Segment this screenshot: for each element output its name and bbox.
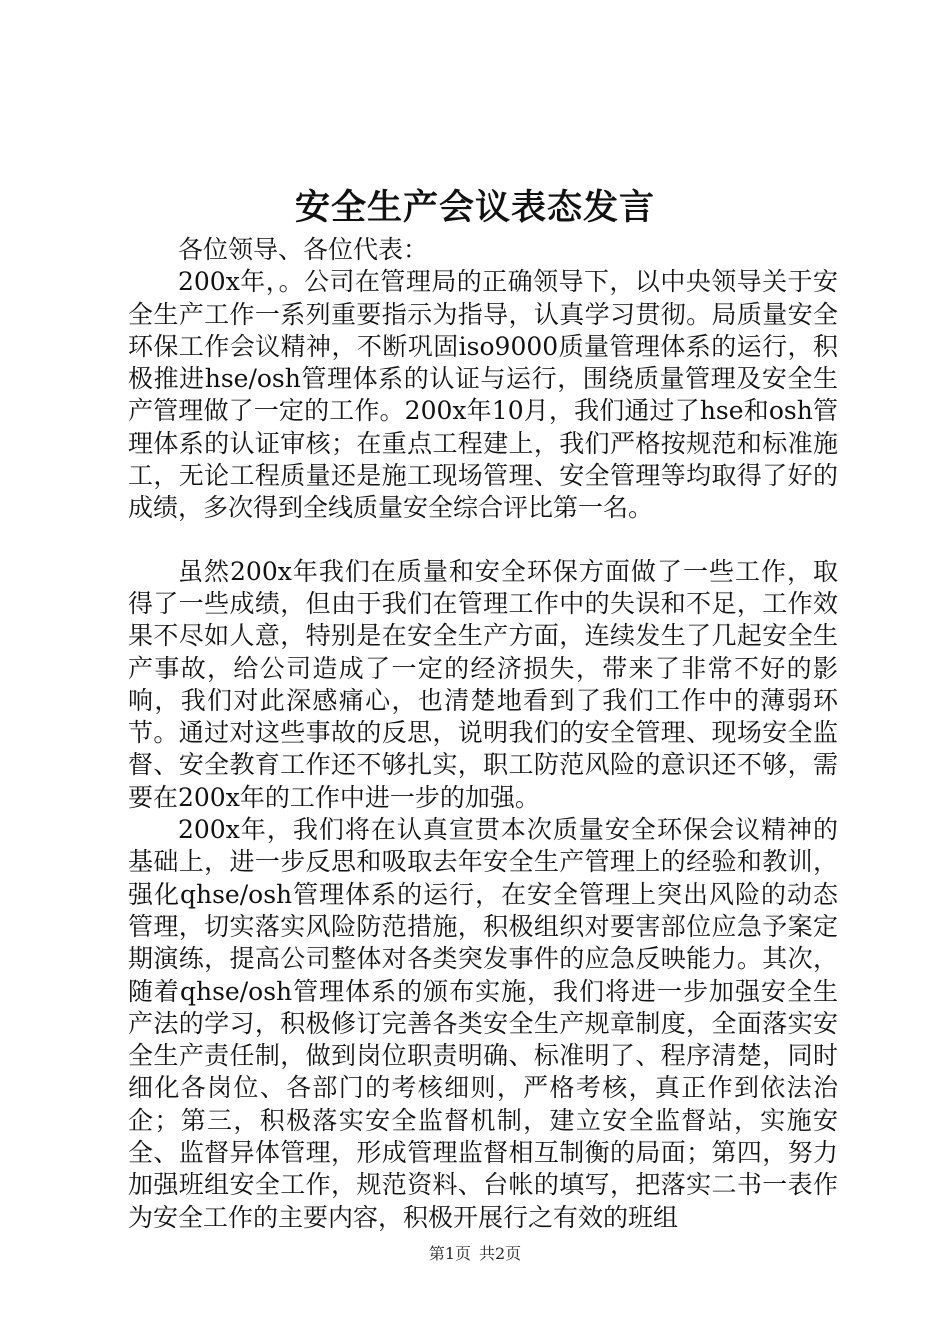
paragraph-1: 200x年，。公司在管理局的正确领导下，以中央领导关于安全生产工作一系列重要指示为指导，认真学习贯彻。局质量安全环保工作会议精神，不断巩固iso9000质量管理体系的运行，积极推进hse/osh管理体系的认证与运行，围绕质量管理及安全生产管理做了一定的工作。200x年10月，我们通过了hse和osh管理体系的认证审核；在重点工程建上，我们严格按规范和标准施工，无论工程质量还是施工现场管理、安全管理等均取得了好的成绩，多次得到全线质量安全综合评比第一名。 — [128, 267, 838, 523]
page-total: 共2页 — [479, 1244, 522, 1263]
page-footer — [0, 1243, 950, 1265]
document-title: 安全生产会议表态发言 — [294, 187, 655, 228]
paragraph-2: 虽然200x年我们在质量和安全环保方面做了一些工作，取得了一些成绩，但由于我们在管理工作中的失误和不足，工作效果不尽如人意，特别是在安全生产方面，连续发生了几起安全生产事故，给公司造成了一定的经济损失，带来了非常不好的影响，我们对此深感痛心，也清楚地看到了我们工作中的薄弱环节。通过对这些事故的反思，说明我们的安全管理、现场安全监督、安全教育工作还不够扎实，职工防范风险的意识还不够，需要在200x年的工作中进一步的加强。 — [128, 556, 838, 812]
paragraph-3: 200x年，我们将在认真宣贯本次质量安全环保会议精神的基础上，进一步反思和吸取去年安全生产管理上的经验和教训，强化qhse/osh管理体系的运行，在安全管理上突出风险的动态管理，切实落实风险防范措施，积极组织对要害部位应急予案定期演练，提高公司整体对各类突发事件的应急反映能力。其次，随着qhse/osh管理体系的颁布实施，我们将进一步加强安全生产法的学习，积极修订完善各类安全生产规章制度，全面落实安全生产责任制，做到岗位职责明确、标准明了、程序清楚，同时细化各岗位、各部门的考核细则，严格考核，真正作到依法治企；第三，积极落实安全监督机制，建立安全监督站，实施安全、监督异体管理，形成管理监督相互制衡的局面；第四，努力加强班组安全工作，规范资料、台帐的填写，把落实二书一表作为安全工作的主要内容，积极开展行之有效的班组 — [128, 815, 838, 1232]
page-number: 第1页 — [428, 1244, 471, 1263]
document-body — [128, 234, 838, 1234]
salutation: 各位领导、各位代表： — [178, 235, 429, 264]
